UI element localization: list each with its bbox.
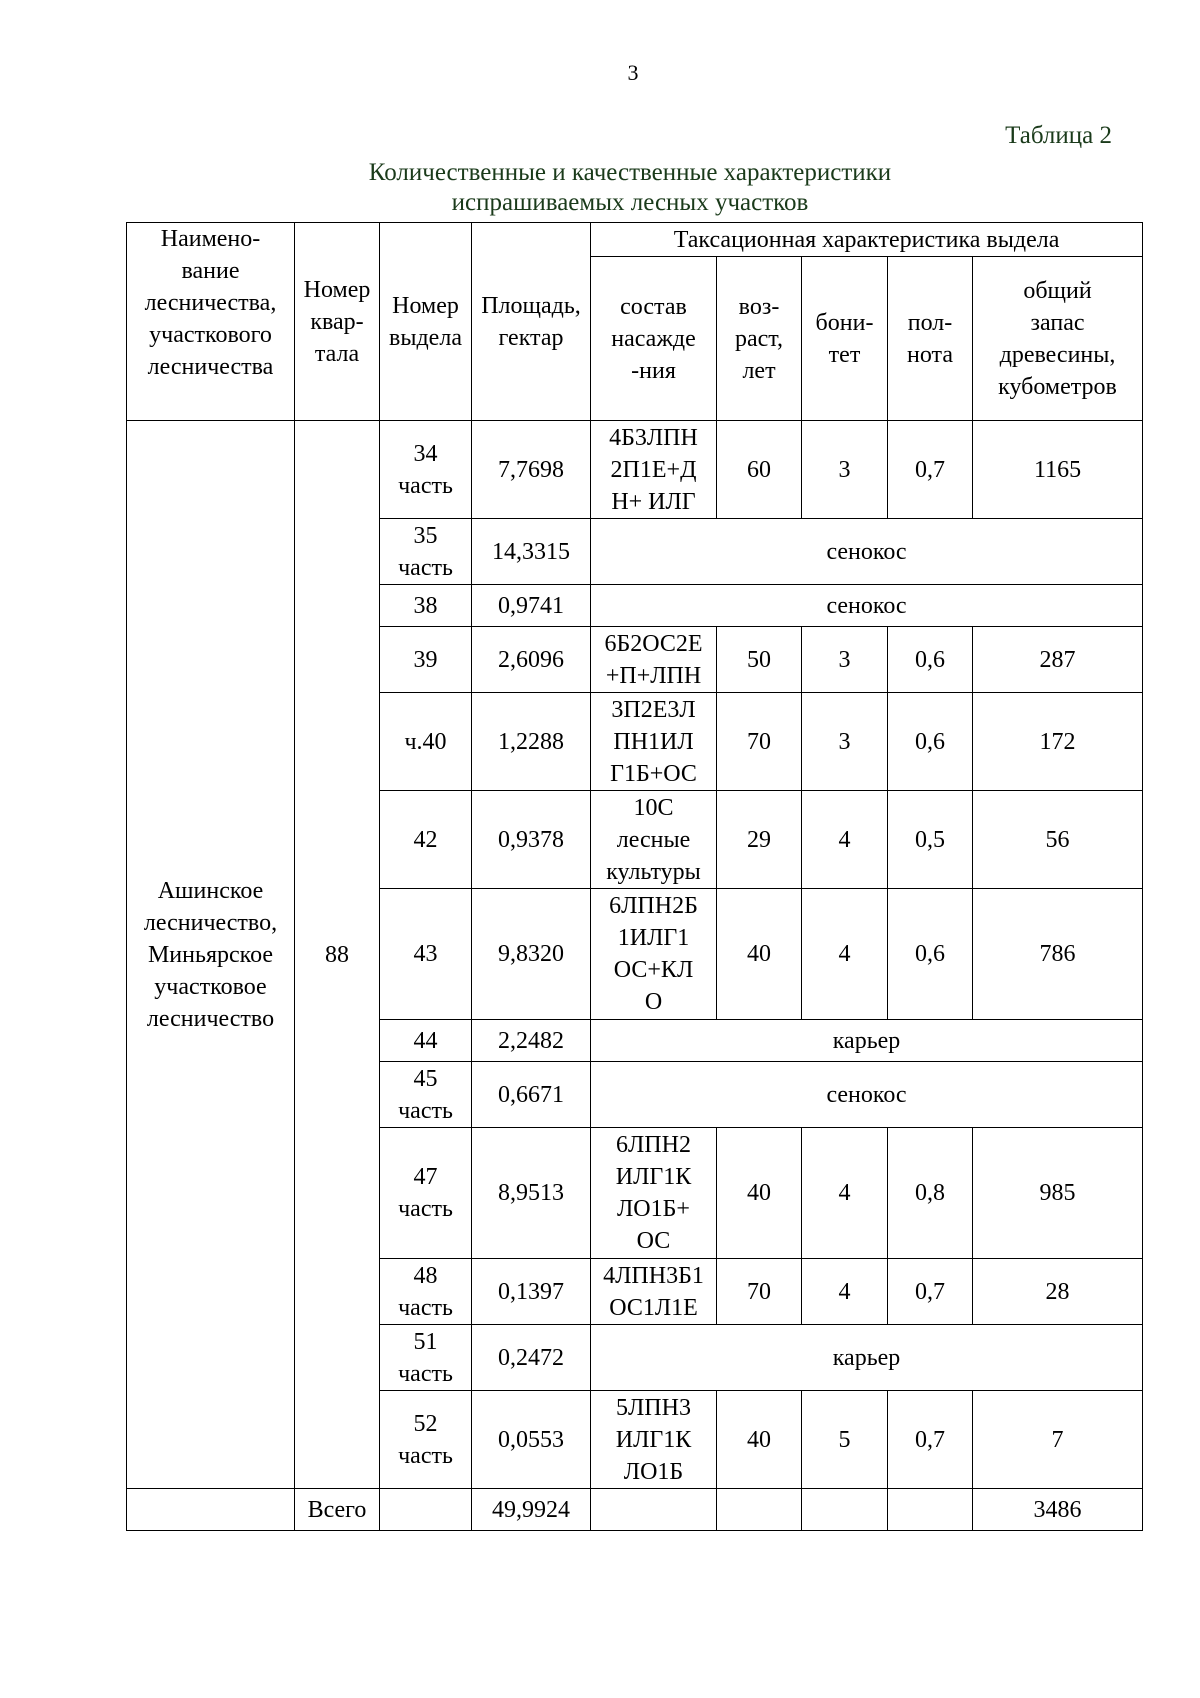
density-cell: 0,6 bbox=[888, 889, 973, 1020]
age-cell: 70 bbox=[717, 1259, 802, 1325]
plot-cell: 51 часть bbox=[380, 1325, 472, 1391]
area-cell: 7,7698 bbox=[472, 421, 591, 519]
total-label-cell: Всего bbox=[295, 1489, 380, 1531]
plot-cell: 47 часть bbox=[380, 1128, 472, 1259]
area-cell: 0,0553 bbox=[472, 1391, 591, 1489]
table-title-line-2: испрашиваемых лесных участков bbox=[451, 189, 809, 216]
stock-cell: 985 bbox=[973, 1128, 1143, 1259]
density-cell: 0,6 bbox=[888, 693, 973, 791]
age-cell: 60 bbox=[717, 421, 802, 519]
composition-cell: 4ЛПН3Б1 ОС1Л1Е bbox=[591, 1259, 717, 1325]
header-row-1 bbox=[127, 223, 1143, 257]
header-stock: общий запас древесины, кубометров bbox=[973, 257, 1143, 421]
empty-cell bbox=[591, 1489, 717, 1531]
density-cell: 0,7 bbox=[888, 1391, 973, 1489]
area-cell: 0,9741 bbox=[472, 585, 591, 627]
plot-cell: 38 bbox=[380, 585, 472, 627]
forest-plots-table bbox=[126, 222, 1143, 1531]
plot-cell: 45 часть bbox=[380, 1062, 472, 1128]
plot-cell: 34 часть bbox=[380, 421, 472, 519]
area-cell: 0,6671 bbox=[472, 1062, 591, 1128]
forestry-name-cell: Ашинское лесничество, Миньярское участковое лесничество bbox=[127, 421, 295, 1489]
stock-cell: 56 bbox=[973, 791, 1143, 889]
header-bonitet: бони- тет bbox=[802, 257, 888, 421]
header-taxation: Таксационная характеристика выдела bbox=[591, 223, 1143, 257]
plot-cell: 44 bbox=[380, 1020, 472, 1062]
bonitet-cell: 4 bbox=[802, 791, 888, 889]
bonitet-cell: 3 bbox=[802, 627, 888, 693]
land-use-note-cell: сенокос bbox=[591, 519, 1143, 585]
bonitet-cell: 3 bbox=[802, 693, 888, 791]
area-cell: 2,6096 bbox=[472, 627, 591, 693]
composition-cell: 5ЛПН3 ИЛГ1К ЛО1Б bbox=[591, 1391, 717, 1489]
header-plot: Номер выдела bbox=[380, 223, 472, 421]
plot-cell: 43 bbox=[380, 889, 472, 1020]
age-cell: 40 bbox=[717, 1128, 802, 1259]
area-cell: 2,2482 bbox=[472, 1020, 591, 1062]
area-cell: 0,1397 bbox=[472, 1259, 591, 1325]
density-cell: 0,7 bbox=[888, 1259, 973, 1325]
table-row bbox=[127, 421, 1143, 519]
header-composition: состав насажде -ния bbox=[591, 257, 717, 421]
plot-cell: 52 часть bbox=[380, 1391, 472, 1489]
density-cell: 0,5 bbox=[888, 791, 973, 889]
age-cell: 50 bbox=[717, 627, 802, 693]
land-use-note-cell: сенокос bbox=[591, 585, 1143, 627]
age-cell: 40 bbox=[717, 1391, 802, 1489]
area-cell: 0,9378 bbox=[472, 791, 591, 889]
composition-cell: 4Б3ЛПН 2П1Е+Д Н+ ИЛГ bbox=[591, 421, 717, 519]
land-use-note-cell: карьер bbox=[591, 1020, 1143, 1062]
area-cell: 0,2472 bbox=[472, 1325, 591, 1391]
bonitet-cell: 4 bbox=[802, 1259, 888, 1325]
stock-cell: 1165 bbox=[973, 421, 1143, 519]
total-row bbox=[127, 1489, 1143, 1531]
stock-cell: 28 bbox=[973, 1259, 1143, 1325]
composition-cell: 6ЛПН2Б 1ИЛГ1 ОС+КЛ О bbox=[591, 889, 717, 1020]
age-cell: 40 bbox=[717, 889, 802, 1020]
page-number: 3 bbox=[627, 60, 639, 85]
stock-cell: 786 bbox=[973, 889, 1143, 1020]
area-cell: 9,8320 bbox=[472, 889, 591, 1020]
empty-cell bbox=[802, 1489, 888, 1531]
header-area: Площадь, гектар bbox=[472, 223, 591, 421]
density-cell: 0,6 bbox=[888, 627, 973, 693]
header-quarter: Номер квар- тала bbox=[295, 223, 380, 421]
empty-cell bbox=[717, 1489, 802, 1531]
total-area-cell: 49,9924 bbox=[472, 1489, 591, 1531]
density-cell: 0,7 bbox=[888, 421, 973, 519]
header-forestry: Наимено- вание лесничества, участкового лесничества bbox=[127, 223, 295, 421]
table-title-line-1: Количественные и качественные характеристики bbox=[368, 159, 892, 186]
plot-cell: 48 часть bbox=[380, 1259, 472, 1325]
table-label: Таблица 2 bbox=[1005, 122, 1112, 149]
area-cell: 1,2288 bbox=[472, 693, 591, 791]
land-use-note-cell: карьер bbox=[591, 1325, 1143, 1391]
table-title bbox=[125, 158, 1135, 218]
header-density: пол- нота bbox=[888, 257, 973, 421]
land-use-note-cell: сенокос bbox=[591, 1062, 1143, 1128]
composition-cell: 6ЛПН2 ИЛГ1К ЛО1Б+ ОС bbox=[591, 1128, 717, 1259]
plot-cell: 39 bbox=[380, 627, 472, 693]
age-cell: 70 bbox=[717, 693, 802, 791]
bonitet-cell: 3 bbox=[802, 421, 888, 519]
area-cell: 8,9513 bbox=[472, 1128, 591, 1259]
stock-cell: 172 bbox=[973, 693, 1143, 791]
bonitet-cell: 5 bbox=[802, 1391, 888, 1489]
stock-cell: 7 bbox=[973, 1391, 1143, 1489]
composition-cell: 10С лесные культуры bbox=[591, 791, 717, 889]
plot-cell: 35 часть bbox=[380, 519, 472, 585]
bonitet-cell: 4 bbox=[802, 1128, 888, 1259]
composition-cell: 3П2Е3Л ПН1ИЛ Г1Б+ОС bbox=[591, 693, 717, 791]
empty-cell bbox=[380, 1489, 472, 1531]
empty-cell bbox=[888, 1489, 973, 1531]
area-cell: 14,3315 bbox=[472, 519, 591, 585]
quarter-number-cell: 88 bbox=[295, 421, 380, 1489]
forestry-continuation-cell bbox=[127, 1489, 295, 1531]
plot-cell: ч.40 bbox=[380, 693, 472, 791]
total-stock-cell: 3486 bbox=[973, 1489, 1143, 1531]
header-age: воз- раст, лет bbox=[717, 257, 802, 421]
stock-cell: 287 bbox=[973, 627, 1143, 693]
composition-cell: 6Б2ОС2Е +П+ЛПН bbox=[591, 627, 717, 693]
density-cell: 0,8 bbox=[888, 1128, 973, 1259]
bonitet-cell: 4 bbox=[802, 889, 888, 1020]
age-cell: 29 bbox=[717, 791, 802, 889]
plot-cell: 42 bbox=[380, 791, 472, 889]
